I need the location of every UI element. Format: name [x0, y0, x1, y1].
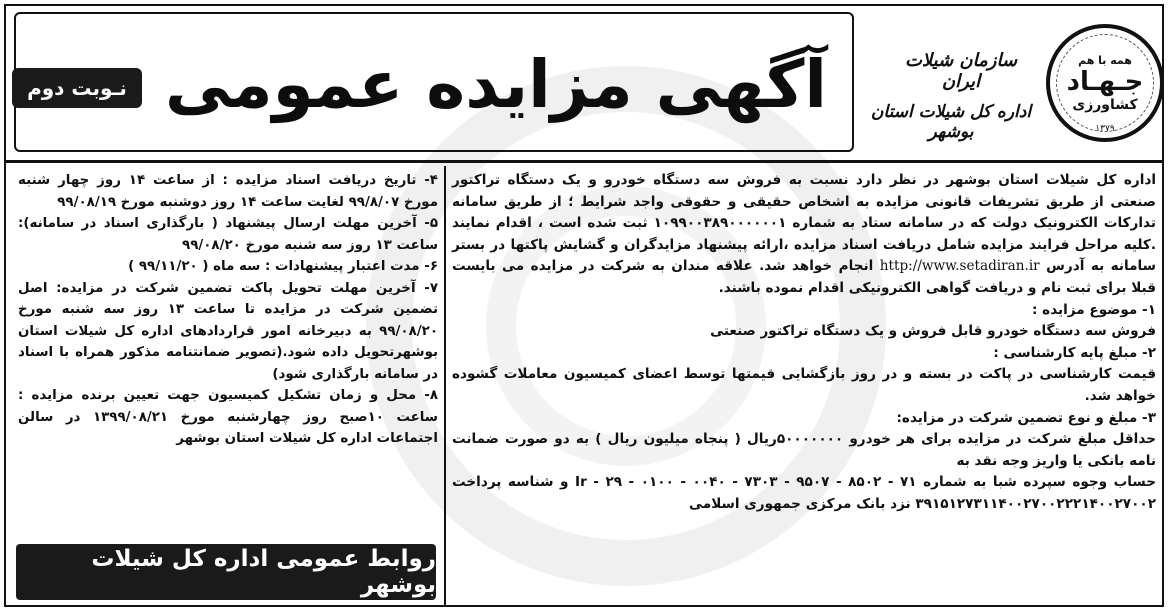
intro-paragraph — [452, 170, 1156, 300]
item3-text: حداقل مبلغ شرکت در مزایده برای هر خودرو ۵۰۰۰۰۰۰۰ریال ( پنجاه میلیون ریال ) به دو صورت ضمانت نامه بانکی یا واریز وجه نقد به — [452, 431, 1156, 469]
logo-main-text: جـهـاد — [1066, 66, 1144, 97]
item3-title: ۳- مبلغ و نوع تضمین شرکت در مزایده: — [896, 409, 1156, 426]
item5-text: ۵- آخرین مهلت ارسال پیشنهاد ( بارگذاری اسناد در سامانه): ساعت ۱۳ روز سه شنبه مورخ ۹۹/۰۸/۲۰ — [18, 216, 438, 253]
notice-frame — [4, 4, 1164, 607]
second-round-badge: نـوبت دوم — [12, 68, 142, 108]
item2-text: قیمت کارشناسی در پاکت در بسته و در روز بازگشایی قیمتها توسط اعضای کمیسیون معاملات گشوده خواهد شد. — [452, 366, 1156, 404]
item2-title: ۲- مبلغ پایه کارشناسی : — [993, 344, 1156, 361]
page-title: آگهی مزایده عمومی — [164, 45, 828, 123]
item8-text: ۸- محل و زمان تشکیل کمیسیون جهت تعیین برنده مزایده : ساعت ۱۰صبح روز چهارشنبه مورخ ۱۳۹۹/۰۸/۲۱ در سالن اجتماعات اداره کل شیلات استان بوشهر — [18, 388, 438, 446]
logo-year: ۱۳۷۹ — [1095, 124, 1115, 134]
column-divider — [444, 166, 446, 606]
item7-text: ۷- آخرین مهلت تحویل پاکت تضمین شرکت در مزایده: اصل تضمین شرکت در مزایده تا ساعت ۱۳ روز سه شنبه مورخ ۹۹/۰۸/۲۰ به دبیرخانه امور قراردادهای اداره کل شیلات استان بوشهرتحویل داده شود.(تصویر ضمانتنامه مذکور همراه با اسناد در سامانه بارگذاری شود) — [18, 280, 438, 382]
organization-department: اداره کل شیلات استان بوشهر — [870, 102, 1032, 142]
header-divider — [6, 160, 1162, 163]
notice-body-right — [452, 170, 1156, 600]
public-relations-footer: روابط عمومی اداره کل شیلات بوشهر — [16, 544, 436, 600]
jahad-keshavarzi-logo — [1046, 24, 1164, 142]
item4-text: ۴- تاریخ دریافت اسناد مزایده : از ساعت ۱۴ روز چهار شنبه مورخ ۹۹/۸/۰۷ لغایت ساعت ۱۴ روز دوشنبه مورخ ۹۹/۰۸/۱۹ — [18, 173, 438, 210]
intro-continued: انجام خواهد شد. علاقه مندان به شرکت در مزایده می بایست قبلا برای ثبت نام و دریافت گواهی الکترونیکی اقدام نموده باشند. — [452, 258, 1156, 296]
logo-ring — [1056, 34, 1154, 132]
notice-body-left — [18, 170, 438, 530]
item3-account: حساب وجوه سپرده شبا به شماره Ir - ۲۹ - ۰۱۰۰ - ۰۰۴۰ - ۷۳۰۳ - ۹۵۰۷ - ۸۵۰۲ - ۷۱ و شناسه پرداخت ۳۹۱۵۱۲۷۳۱۱۴۰۰۲۷۰۰۲۲۲۱۴۰۰۲۷۰۰۲ نزد بانک مرکزی جمهوری اسلامی — [452, 474, 1157, 512]
item1-text: فروش سه دستگاه خودرو قابل فروش و یک دستگاه تراکتور صنعتی — [710, 323, 1156, 340]
item6-text: ۶- مدت اعتبار پیشنهادات : سه ماه ( ۹۹/۱۱/۲۰ ) — [128, 259, 438, 274]
item1-title: ۱- موضوع مزایده : — [1032, 301, 1156, 318]
logo-top-text: همه با هم — [1078, 53, 1132, 67]
logo-bottom-text: کشاورزی — [1072, 96, 1138, 113]
organization-name: سازمان شیلات ایران — [904, 50, 1018, 92]
intro-text: اداره کل شیلات استان بوشهر در نظر دارد نسبت به فروش سه دستگاه خودرو و یک دستگاه تراکتور صنعتی از طریق تشریفات قانونی مزایده به اشخاص حقیقی و حقوقی واجد شرایط ؛ از طریق سامانه تدارکات الکترونیک دولت که در سامانه ستاد به شماره ۱۰۹۹۰۰۳۸۹۰۰۰۰۰۰۱ ثبت شده است ، اقدام نمایند .کلیه مراحل فرایند مزایده شامل دریافت اسناد مزایده ،ارائه پیشنهاد مزایدگران و گشایش پاکتها در بستر سامانه به آدرس — [452, 172, 1157, 275]
setadiran-url: http://www.setadiran.ir — [879, 258, 1040, 275]
